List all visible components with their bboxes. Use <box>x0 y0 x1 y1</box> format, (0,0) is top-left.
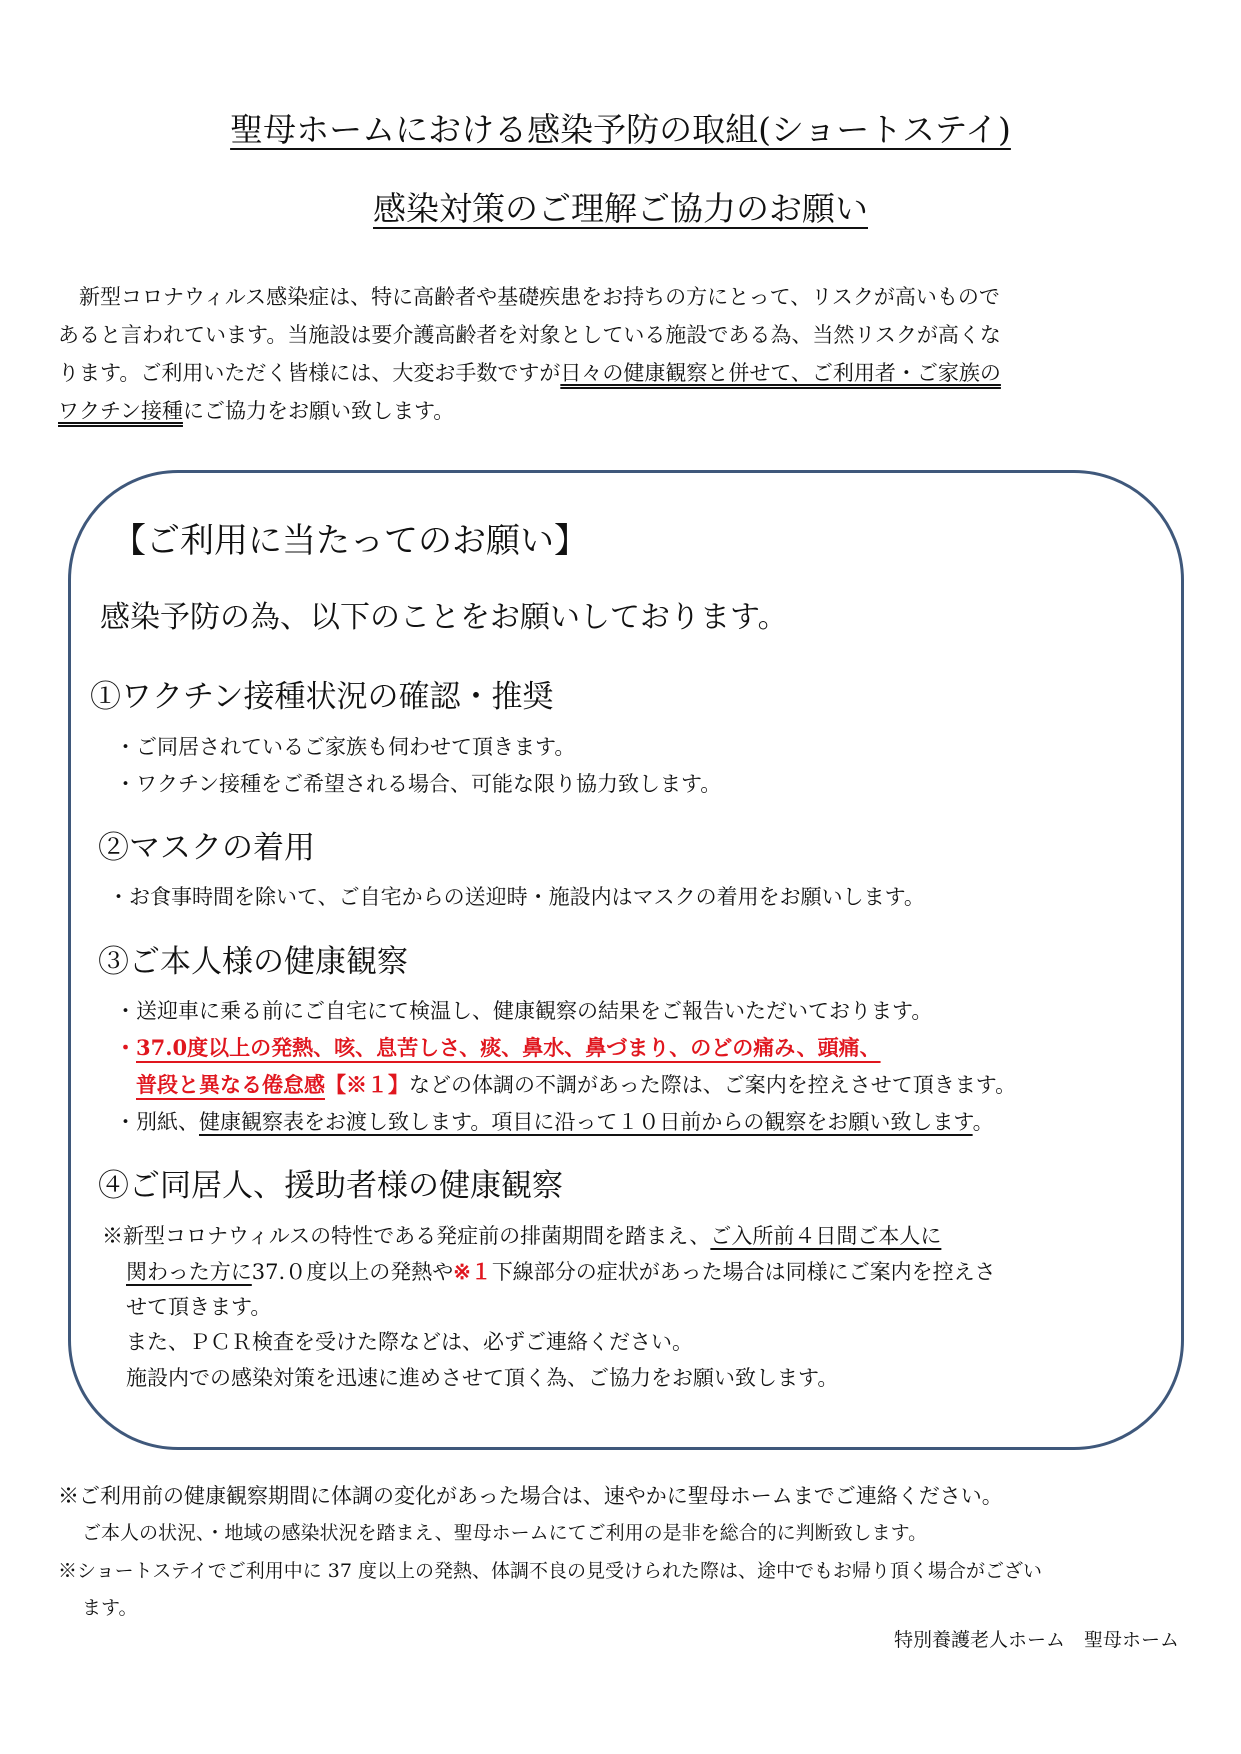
footnote-ref-1: ※１ <box>453 1259 492 1284</box>
section-3-bullet-2-cont <box>136 1069 1016 1099</box>
intro-line-2: あると言われています。当施設は要介護高齢者を対象としている施設である為、当然リスクが高くな <box>58 323 1001 347</box>
section-4-line-2 <box>126 1256 996 1286</box>
bullet-3-lead: ・別紙、 <box>115 1110 199 1134</box>
section-4-line-3: せて頂きます。 <box>126 1295 272 1319</box>
s4-line2-c: 下線部分の症状があった場合は同様にご案内を控えさ <box>491 1260 996 1284</box>
section-4-line-4: また、ＰＣＲ検査を受けた際などは、必ずご連絡ください。 <box>126 1330 693 1354</box>
section-3-bullet-1: ・送迎車に乗る前にご自宅にて検温し、健康観察の結果をご報告いただいております。 <box>115 999 933 1023</box>
section-3-bullet-3 <box>115 1106 994 1136</box>
footer-note-3: ※ショートステイでご利用中に 37 度以上の発熱、体調不良の見受けられた際は、途中でもお帰り頂く場合がござい <box>58 1560 1042 1582</box>
section-1-bullet-2: ・ワクチン接種をご希望される場合、可能な限り協力致します。 <box>115 772 722 796</box>
box-heading: 【ご利用に当たってのお願い】 <box>112 521 588 561</box>
intro-emphasis-health: 日々の健康観察と併せて、ご利用者・ご家族の <box>560 361 1001 385</box>
box-intro: 感染予防の為、以下のことをお願いしております。 <box>100 600 788 635</box>
section-1-bullet-1: ・ご同居されているご家族も伺わせて頂きます。 <box>115 735 576 759</box>
s4-line2-b: 37.０度以上の発熱や <box>251 1260 454 1284</box>
section-2-title: ②マスクの着用 <box>98 830 315 866</box>
section-2-bullet-1: ・お食事時間を除いて、ご自宅からの送迎時・施設内はマスクの着用をお願いします。 <box>108 885 925 909</box>
s4-line1-a: ※新型コロナウィルスの特性である発症前の排菌期間を踏まえ、 <box>102 1224 711 1248</box>
intro-text-3a: ります。ご利用いただく皆様には、大変お手数ですが <box>58 361 561 385</box>
section-1-title: ①ワクチン接種状況の確認・推奨 <box>90 679 554 715</box>
section-4-line-1 <box>102 1220 941 1250</box>
bullet-dot: ・ <box>115 1035 136 1060</box>
footer-note-2: ご本人の状況、・地域の感染状況を踏まえ、聖母ホームにてご利用の是非を総合的に判断致します。 <box>82 1522 928 1544</box>
footnote-mark-1: 【※１】 <box>325 1072 409 1097</box>
s4-line2-underline: 関わった方に <box>126 1260 252 1284</box>
intro-text-1: 新型コロナウィルス感染症は、特に高齢者や基礎疾患をお持ちの方にとって、リスクが高いもので <box>79 285 1000 309</box>
intro-text-4b: にご協力をお願い致します。 <box>182 399 455 423</box>
footer-note-1: ※ご利用前の健康観察期間に体調の変化があった場合は、速やかに聖母ホームまでご連絡ください。 <box>58 1484 1003 1508</box>
symptoms-tail: などの体調の不調があった際は、ご案内を控えさせて頂きます。 <box>409 1073 1017 1097</box>
fatigue-symptom: 普段と異なる倦怠感 <box>136 1072 325 1097</box>
symptoms-list: 37.0度以上の発熱、咳、息苦しさ、痰、鼻水、鼻づまり、のどの痛み、頭痛、 <box>136 1035 881 1060</box>
page-subtitle: 感染対策のご理解ご協力のお願い <box>373 189 868 228</box>
intro-paragraph <box>58 278 1188 430</box>
s4-line1-underline: ご入所前４日間ご本人に <box>710 1224 942 1248</box>
page-title: 聖母ホームにおける感染予防の取組(ショートステイ) <box>230 110 1011 149</box>
signature: 特別養護老人ホーム 聖母ホーム <box>893 1629 1179 1651</box>
section-3-bullet-2 <box>115 1032 881 1062</box>
health-sheet-note: 健康観察表をお渡し致します。項目に沿って１０日前からの観察をお願い致します <box>199 1110 973 1134</box>
intro-line-3 <box>58 354 1188 392</box>
section-4-line-5: 施設内での感染対策を迅速に進めさせて頂く為、ご協力をお願い致します。 <box>126 1366 839 1390</box>
footer-note-4: ます。 <box>82 1597 138 1619</box>
intro-line-1 <box>58 278 1188 316</box>
intro-emphasis-vaccine: ワクチン接種 <box>58 399 183 423</box>
section-3-title: ③ご本人様の健康観察 <box>98 944 408 980</box>
bullet-3-end: 。 <box>972 1110 994 1134</box>
intro-line-4 <box>58 392 1188 430</box>
section-4-title: ④ご同居人、援助者様の健康観察 <box>98 1168 563 1204</box>
